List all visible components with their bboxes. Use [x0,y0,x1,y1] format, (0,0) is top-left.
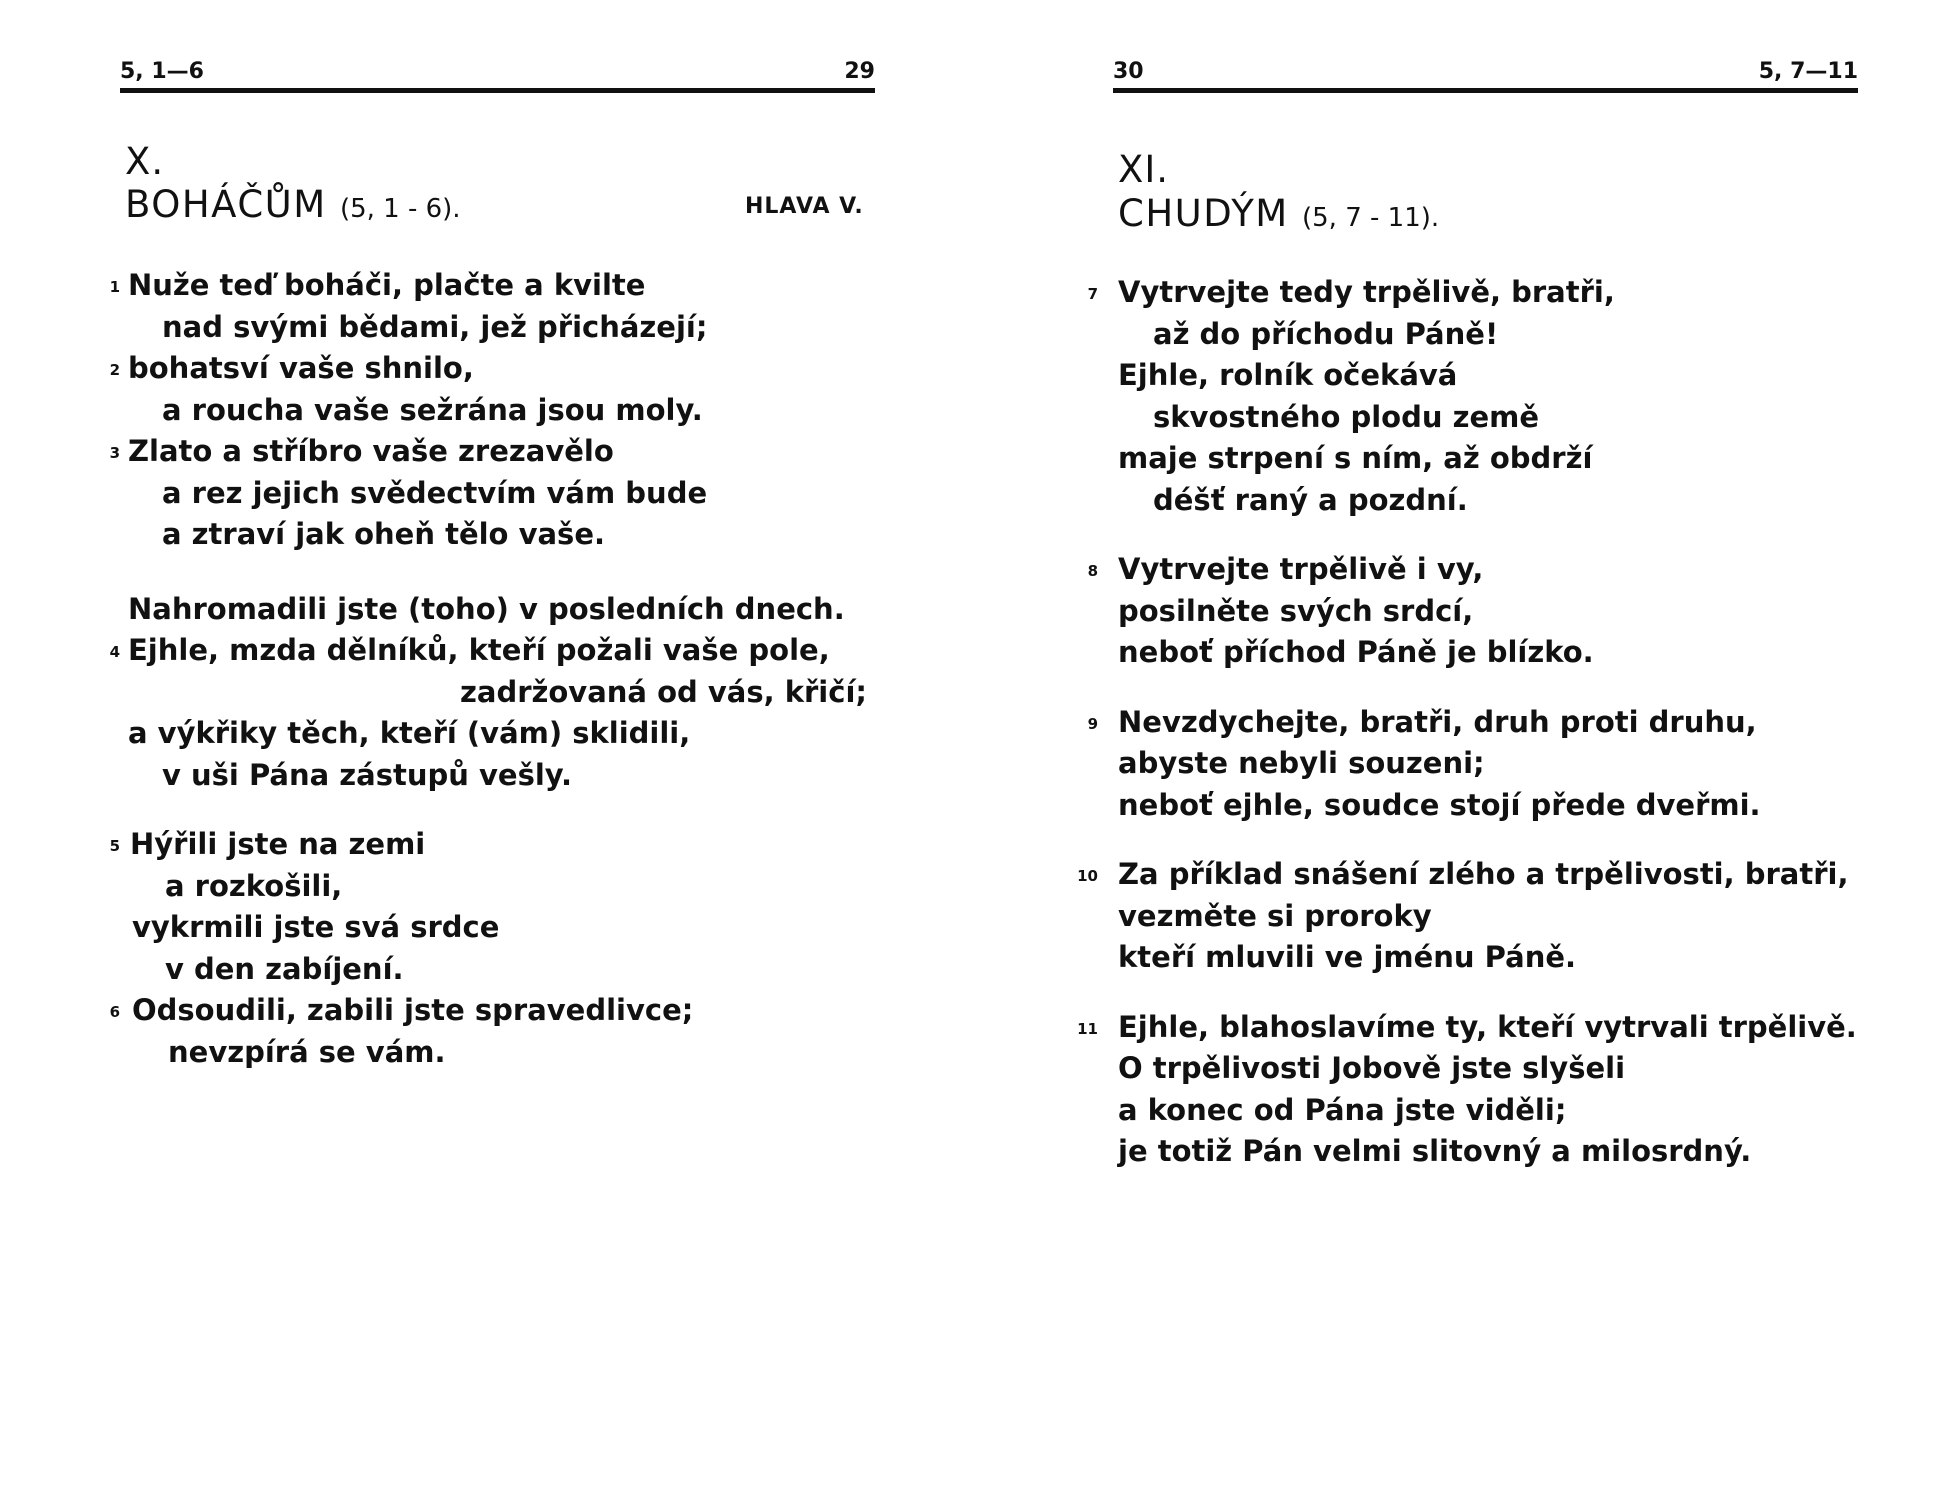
verse-line [1068,549,1928,591]
verse-text: a rozkošili, [165,868,343,903]
verse-number: 1 [109,278,120,296]
verse-line [1068,896,1928,938]
verse-line [90,866,950,908]
verse-text: neboť ejhle, soudce stojí přede dveřmi. [1118,787,1761,822]
verse-text: vezměte si proroky [1118,898,1432,933]
verse-line [1068,702,1928,744]
verse-text: nevzpírá se vám. [168,1034,446,1069]
verse-text: Ejhle, mzda dělníků, kteří požali vaše pole, [128,633,830,667]
verse-text: v den zabíjení. [165,951,404,986]
verse-text: nad svými bědami, jež přicházejí; [162,309,708,344]
verse-line [1068,314,1928,356]
verse-text: Ejhle, blahoslavíme ty, kteří vytrvali trpělivě. [1118,1009,1857,1044]
verse-number: 4 [109,643,120,661]
verse-number: 6 [109,1003,120,1021]
verse-text: kteří mluvili ve jménu Páně. [1118,940,1577,974]
verse-text: Nahromadili jste (toho) v posledních dnech. [128,591,845,626]
verse-text: neboť příchod Páně je blízko. [1118,635,1594,669]
verse-text: a výkřiky těch, kteří (vám) sklidili, [128,716,691,750]
verse-line [1068,272,1928,314]
verse-line [1068,480,1928,522]
verse-number: 2 [109,361,120,379]
verse-line [90,907,950,949]
verse-line [90,630,950,672]
verse-text: Vytrvejte trpělivě i vy, [1118,552,1484,586]
verse-line [1068,355,1928,397]
page-number: 30 [1113,59,1144,84]
verse-text: Nuže teď boháči, plačte a kvilte [128,268,646,302]
verse-line [1068,632,1928,674]
verse-text: Vytrvejte tedy trpělivě, bratři, [1118,275,1615,309]
running-head-reference: 5, 1—6 [120,59,204,84]
verse-line [1068,1007,1928,1049]
verse-line [1068,785,1928,827]
section-reference: (5, 7 - 11). [1302,203,1440,233]
verse-line [90,348,950,390]
verse-line [90,824,950,866]
verse-number: 11 [1077,1019,1098,1038]
verse-number: 8 [1087,562,1098,580]
verse-text: je totiž Pán velmi slitovný a milosrdný. [1118,1134,1752,1168]
verse-line [1068,937,1928,979]
verse-line [90,473,950,515]
verse-line [90,672,950,714]
verse-line [90,514,950,556]
verse-block [1068,272,1928,1173]
verse-line [1068,743,1928,785]
verse-line [90,990,950,1032]
verse-line [1068,1090,1928,1132]
verse-line [90,713,950,755]
section-title [1118,192,1439,235]
verse-text: a konec od Pána jste viděli; [1118,1092,1567,1127]
verse-text: Nevzdychejte, bratři, druh proti druhu, [1118,704,1757,739]
verse-line [90,431,950,473]
verse-number: 9 [1087,714,1098,733]
verse-line [1068,438,1928,480]
verse-text: Ejhle, rolník očekává [1118,358,1458,392]
verse-text: a roucha vaše sežrána jsou moly. [162,392,703,427]
verse-text: v uši Pána zástupů vešly. [162,757,573,792]
verse-block [90,265,950,1073]
verse-line [1068,1131,1928,1173]
verse-text: až do příchodu Páně! [1153,316,1499,351]
verse-line [90,755,950,797]
verse-text: abyste nebyli souzeni; [1118,746,1485,780]
verse-text: skvostného plodu země [1153,399,1540,434]
verse-text: bohatsví vaše shnilo, [128,351,474,385]
verse-text: Hýřili jste na zemi [130,827,426,861]
section-title-text: CHUDÝM [1118,192,1289,235]
verse-line [90,307,950,349]
chapter-label: HLAVA V. [745,194,864,219]
verse-text: vykrmili jste svá srdce [132,910,500,944]
section-reference: (5, 1 - 6). [339,194,461,224]
verse-text: Za příklad snášení zlého a trpělivosti, bratři, [1118,857,1849,891]
verse-line [90,589,950,631]
verse-line [90,265,950,307]
verse-text: maje strpení s ním, až obdrží [1118,441,1593,475]
verse-number: 10 [1077,867,1098,885]
page-number: 29 [844,59,875,84]
verse-number: 7 [1087,285,1098,303]
right-page [968,0,1936,1500]
verse-line [1068,1048,1928,1090]
verse-text: Zlato a stříbro vaše zrezavělo [128,434,614,468]
verse-line [90,949,950,991]
section-number: XI. [1118,148,1170,191]
verse-line [90,390,950,432]
verse-text: posilněte svých srdcí, [1118,593,1474,628]
verse-text: a rez jejich svědectvím vám bude [162,475,708,510]
section-title-text: BOHÁČŮM [125,183,327,226]
section-number: X. [125,140,165,183]
running-head [1113,52,1858,93]
verse-text: déšť raný a pozdní. [1153,482,1468,517]
running-head [120,52,875,93]
running-head-reference: 5, 7—11 [1758,59,1858,84]
verse-line [90,1032,950,1074]
verse-line [1068,397,1928,439]
verse-number: 5 [109,837,120,855]
verse-text: Odsoudili, zabili jste spravedlivce; [132,993,694,1027]
verse-text: zadržovaná od vás, křičí; [460,674,867,709]
verse-text: a ztraví jak oheň tělo vaše. [162,517,606,551]
section-title [125,183,461,226]
verse-number: 3 [109,444,120,462]
verse-text: O trpělivosti Jobově jste slyšeli [1118,1051,1626,1085]
verse-line [1068,591,1928,633]
verse-line [1068,854,1928,896]
